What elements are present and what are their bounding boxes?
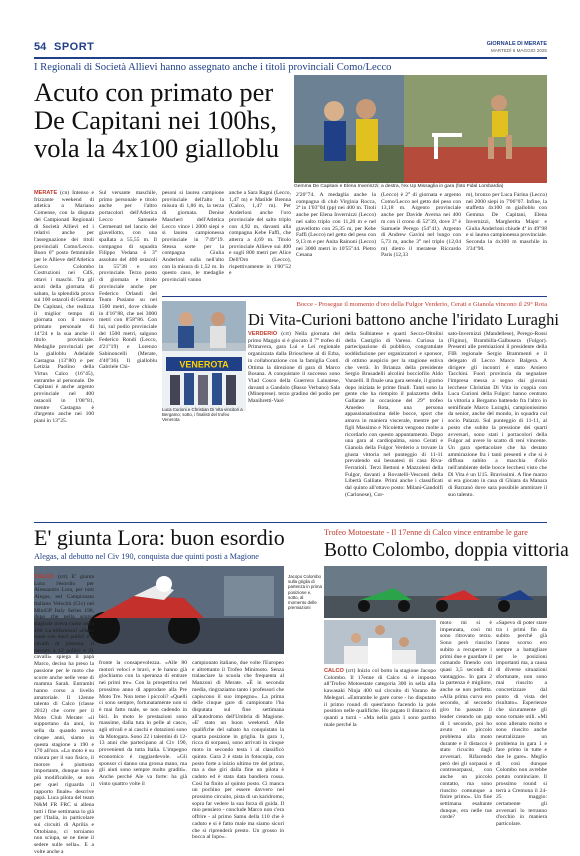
article-2-photo-caption: Luca Curioni e Christian Di Vita vincitori a Bergamo; sotto, i finalisti del trofeo Venerota xyxy=(162,407,243,422)
page-header xyxy=(34,41,547,55)
athletes-photo-illustration xyxy=(294,75,547,183)
article-3-text-1: (crt) E' giunta Lora l'esordio per Alessandro Lora, per tutti Alegas, nel Campionato Italiano Velocità (Civ) nel MiniGP Italy Series 190, dopo che nella scorsa stagione aveva corso nella 160. La differenza? «Dalle ruote con dieci pollici e 5 cavalli di potenza, il passato a 12 pollici e 21 cavalli» spiega il papà Marco, deciso ha preso la passione per le moto che scorre anche nelle vene di mamma Sarah. Entrambi hanno corso a livello amatoriale. Il 12enne talento di Calco (classe 2012) che corre per il Moto Club Merate: «il supportano da anni, in sella da quando aveva cinque anni, siamo in questa stagione a 190 e 170 all'ora. «La moto è su misura per il suo fisico, il motore è piuttosto importante, dunque non è più modificabile, se non per quel riguarda il rapporto finale» descrive papà. Luca pilota del team N&M FR FRC si allena tutti i fine settimana lo già per l'Italia, in particolare sui circuiti di Aprilia e Ottobiano, ci torniamo non sciupa, se ne tiene il sedere sulle sella». E a volte anche a xyxy=(34,574,94,855)
article-1-column-4 xyxy=(229,190,291,288)
article-2-overline: Bocce - Prosegue il momento d'oro della Fulgor Verderio, Cerati e Gianola vincono il 29° Rota xyxy=(296,301,547,308)
headline-line-1: Acuto con primato per xyxy=(34,77,274,107)
venerota-banner: VENEROTA xyxy=(179,359,229,370)
headline-line-3: vola la 4x100 gialloblu xyxy=(34,133,280,163)
article-1-text-6: (Lecco) è 2° di giornata e argento Como/Lecco nel getto del peso con 13,18 m. Argento provinciale anche per Davide Averna nei 400 m con il crono di 52"39, dove 3° è Samuele Perego (54"41). Argento di Andrew Gavini nel lungo con 5,73 m, anche 3° nel triplo (12,04 m) dietro il meratese Riccardo Paris (12,33 xyxy=(381,192,461,259)
article-2-text-2: della Sulbiatese e quarti Secco-Oltolini della Castiglio di Vareso. Curiosa la partecipazione di pubblico, congratulate soddisfazione per organizzatori e sponsor, di ottimo auspicio per la stagione estiva che verrà. In Brianza della presidente Sergio Brusadelli alcolini bocciofilo Aldo Vanzelli. Il finale una gara sereale, il giorno dopo iniziata le prime finali. Tanti sono la gente che ha riempito il palazzetto della Gallarate in occasione del 29° trofeo Amedeo Rota, una persona appassionatissima delle bocce, sport che amava in maniera viscerale, mentre per i figli Massimo e Nicoletta vengono molte a ricordarlo con questo appuntamento. Dopo una gara al cardiopalma, sono Cerati e Gianola della Fulgor Verderio a trovare la giusta vittoria nel punteggio di 11-11 prevalendo sui besnatesi di casa Riva-Ferrarioli. Terzi Bettoni e Mazzoleni della Fulgor, davanti a Rovatelli-Vesconti della Libertà Galliate. Primi anche i classificati dal quinto all'ottavo posto: Milani-Gandolfi (Carlonese), Cor- xyxy=(345,331,444,498)
header-rule xyxy=(34,57,547,59)
article-4-text-1: (crt) Inizio col botto la stagione Jacopo Colombo. Il 17enne di Calco si è imposto all'Trofeo Motoestate categoria 300 in sella alla kawasaki Ninja 400 sul circuito di Varano de Melegari. «Entrambe le gare corse - ho disputato il primo round di quest'anno facendo la pole position nelle qualifiche. Ho pagato il distacco di quanti a turni - «Ma nella gara 1 sono partito male perché la xyxy=(324,668,436,728)
article-4-text-2: moto mi si è impennata, così mi sono ritrovato terzo. Sono però riuscito subito a recuperare i primi due e guardare il comando finendo con quasi 3,5 secondi di vantaggio». In gara 2 la partenza è migliore, anche se non perfetta. «Alla prima curva ero secondo, al secondo giro ho passato il leader creando un gap di 1 secondo, poi ho avuto un piccolo problema alla moto durante e il distacco è stato ricucito dagli avversari. Rifacendo però dei gli sorpassi e controsorpassi, con anche un piccolo contatto, ma sono riuscito comunque a finire primo». Un fine settimana esaltante dunque, era nelle tue corde? xyxy=(440,620,492,821)
article-3-column-1 xyxy=(34,574,94,855)
article-4-kicker: CALCO xyxy=(324,668,344,674)
article-2-photo xyxy=(162,301,246,411)
article-2-headline: Di Vita-Curioni battono anche l'iridato Luraghi xyxy=(248,310,559,329)
bottom-section-rule xyxy=(34,522,547,523)
bocce-players-photo xyxy=(162,301,246,411)
article-4-column-1 xyxy=(324,668,436,806)
issue-date: MARTEDÌ 6 MAGGIO 2025 xyxy=(490,48,547,53)
article-3-headline: E' giunta Lora: buon esordio xyxy=(34,525,285,550)
article-1-text-3: pesoni si laurea campione provinciale dell'alto la misura di 1,86 m, la terza di giornata. Denise Mascheri dell'Atletica Lecco vince i 2000 siepi e si laurea campionessa provinciale in 7'49"19. Stessa sorte per la compagna Giulia Anderloni sulla nell'alto con la misura di 1,52 m. In questo caso, le medaglie provinciali vanno xyxy=(162,190,224,284)
article-1-text-2: Sul versante maschile, primo personale e titolo anche per l'altro portacolori dell'Atletica Lecco Samuele Cermenati nel lancio del giavellotto, con una spallata a 55,55 m. Il compagno di squadra Filippo Vedana è 3° assoluto del 400 ostacoli in 55"38 e oro provinciale. Terzo posto di giornata e titolo provinciale anche per Federico Orlandi del Team Pusiano su nei 1500 metri, dove chiude in 4'16"88, che nei 3000 metri con 8'58"86. Con lui, sul podio provinciale del 1500 metri, salgono Federico Rondi (Lecco, 4'21"19) e Lorenzo Sabinoncelli (Merate, 4'40"36). Il gialloblu Gabriele Chi- xyxy=(99,190,157,371)
article-3-subtitle: Alegas, al debutto nel Civ 190, conquista due quinti posti a Magione xyxy=(34,552,259,561)
article-2-kicker: VERDERIO xyxy=(248,331,278,337)
article-1-column-2b xyxy=(99,190,157,420)
article-1-text-1: (cn) Intenso e frizzante weekend di atletica a Mariano Comense, con la disputa dei Campionati Regionali di Società Allievi ed i relativi anche per l'assegnazione dei titoli provinciali Como/Lecco. Buon 6° posto femminile per le Allieve dell'Atletica Lecco Colombo Costruzioni nei CdS, ottavi i maschi. Tra gli acuti della giornata di sabato, la splendida prova sui 100 ostacoli di Gemma De Capitani, che realizza il miglior tempo di giornata con il nuovo primato personale di 14"24 e la sua anche il titolo provinciale. Medaglie provinciali per la gialloblu Adelaide Castagna (13"80) e per Letizia Paolino della Virtus Calco (16"45), entrambe al personale. De Capitani è anche argento provinciale nel 400 ostacoli in 1'08"81, mentre Castagna è d'argento anche nei 100 piani in 13"25. xyxy=(34,190,94,424)
article-2-text-1: (crt) Nella giornata del primo Maggio si è giocato il 7° trofeo di Primavera, gara Lui e Lei regionale organizzata dalla Brioschese al di Erba, in collaborazione con la famiglia Conti. Ottima la direzione di gara di Marco Bosana. A conquistare il successo sono Vlad Cosco della Guerrera Lainatese, davanti a Gandolo (Basso Verbano) Sala (Mineprese). terzo gradino del podio per Manibretti-Varé xyxy=(248,331,340,405)
article-2-column-2 xyxy=(345,331,443,517)
article-1-text-7: m), bronzo per Luca Farina (Lecco) nel 2000 siepi in 7'06"07. Infine, la staffetta 4x100 m gialloblu con Gemma De Capitani, Elena Invernizzi, Margherita Major e Giulia Anderlonì chiude 4ª in 49"98 e si laurea campionessa provinciale. Seconda la 4x100 m maschile in 3'34"90. xyxy=(466,192,547,252)
article-4-column-2 xyxy=(440,620,492,821)
article-2-text-3: sato-Invernizzi (Mandellese), Perego-Rossi (Figino), Brambilla-Galbusera (Fulgor). Presenti alle premiazioni il presidente della FIB regionale Sergio Brammenti e il delegato di Lecco Marco Balgera. A dirigere gli incontri è stato Arsiero Tacchini. Fuori provincia da segnalare l'impresa messa a segno dai giovani lecchese Christian Di Vita in coppia con Luca Curioni della Fulgor: hanno centrato la vittoria a Bergamo battendo fra l'altro in semifinale Marco Luraghi, campionissimo da senior, anche del mondo, in squadra col socio Palazzi. Sul punteggio di 11-11, al posto che subito la pressione dei quarti avversari, sono stati i portacolori della Fulgor ad avere lo scatto di reni vincente. Un gara spettacolare che ha destato ammirazione fra i tanti presenti e che si è diffusa subito a macchia d'olio nell'ambiente delle bocce lecchesi visto che Di Vita è un U15. Bravissimi. A fine marzo si era giocato in casa di Ghiara da Manara di Barzanò dove sara possibile ammirare il suo talento. xyxy=(448,331,547,498)
article-2-column-3 xyxy=(448,331,547,517)
article-1-column-7 xyxy=(466,192,547,288)
article-1-headline xyxy=(34,78,289,162)
article-4-photo-track xyxy=(324,566,547,618)
article-3-text-2: fronte la consapevolezza. «Alle 80 motori veloci e bravi, e le hanno già giochiamo con la speranza di entrare nei primi tre». Con la prospettiva nel prossimo anno di approdare alla Pre Moto Tre. Non teme i piccoli? «Quelli ci sono sempre, fortunatamente non si è mai fatto male, se non cadendo in bici. In moto le prestazioni sono massime, dalla tuta in pelle al casco, agli stivali e ai caschi e dotazioni sono da Motogara. Sono 22 i talentini di 12-13 anni che partecipano al Civ 190, provenienti da tutta Italia. L'impegno economico è raggiardevole. «Gli sponsor ci danno una grossa mano, ma gli aiuti sono sempre molto graditi». Anche perché Ale va forte: ha già vinto quattro volte il xyxy=(99,660,187,787)
section-label: SPORT xyxy=(54,41,95,53)
article-3-text-3: campionato italiano, due volte l'Europeo e altrettanto il Trofeo Minimoto. Senza tralasciare la scuola che frequenta al Manzoni di Merate. «È in seconda media, ringraziamo tanto i professori che capiscono il suo impegno». La prima delle cinque gare di campionato l'ha disputata sul fine settimana all'autodromo dell'Umbria di Magione. «E' stato un buon weekend. Alle qualifiche del sabato ha conquistato la quarta posizione in griglia. In gara 1, ricca di sorpassi, sono arrivati in cinque moto in secondo testa i al classificò quinto. Gara 2 è stata in fotocopia, con posto forte a inizio ultimo tre del primo, ma a due giri dalla fine un pilota è caduto ed è stata data bandiera rossa. Così ha finito al quinto posto. Ci manca un pochino per essere davvero nel prossimo circuito, pista di un karidromo, sopra far vedere la sua forza di guida. Il mio pensiero - conclude Marco non c'era offrire - al primo Samu della 110 che è caduto e si è fatto male ma siamo sicuri che si riprenderà presto. Un grosso in bocca al lupo». xyxy=(192,660,284,841)
article-1-text-4: anche a Sara Ragni (Lecco, 1,47 m) e Matilde Brenna (Calco, 1,47 m). Per Anderloni anche l'oro provinciale del salto triplo con 4,92 m, davanti alla compagna Kebe Faffi, che atterra a 4,69 m. Titolo provinciale Allieve sui 400 e sugli 800 metri per Alice Dell'Oro (Lecco), rispettivamente in 1'00"52 e xyxy=(229,190,291,277)
article-3-column-2 xyxy=(99,660,187,806)
article-3-column-3 xyxy=(192,660,284,841)
article-1-kicker: MERATE xyxy=(34,190,58,196)
race-start-grid-photo xyxy=(324,566,547,618)
article-3-kicker: CALCO xyxy=(34,574,54,580)
article-4-photo-podium xyxy=(324,620,436,664)
article-1-text-5: 2'20"74. A medaglia anche la compagna di club Virginia Rocca, 2ª in 1'03"04 (pp) nei 400 m. Titoli anche per Elena Invernizzi (Lecco) nel salto triplo con 11,20 m e nel giavellotto con 25,35 m, per Kebe Faffi (Lecco) nel getto del peso con 9,13 m e per Anita Rainoni (Lecco) nei 3000 metri in 10'55"44. Pietro Cesana xyxy=(296,192,376,259)
article-2-column-1 xyxy=(248,331,340,419)
article-1-column-5 xyxy=(296,192,376,288)
article-2-rule xyxy=(162,296,547,297)
article-1-photo-caption: Gemma De Capitani e Elena Inverinzzi; a destra, l'ex Up Missaglia in gara (foto Fidal Lombardia) xyxy=(294,184,504,189)
headline-line-2: De Capitani nei 100hs, xyxy=(34,105,277,135)
page-number: 54 xyxy=(34,41,47,53)
masthead: GIORNALE DI MERATE xyxy=(486,41,547,47)
article-4-text-3: «Sapevo di poter stare tra i primi fin da subito perché già l'anno scorso ero sempre a battagliare per le posizioni importanti ma, a causa di diverse situazioni sfortunate, non sono mai riuscito a concretizzare dal punto di vista del risultato». Esperienze che sicuramente gli sono tornate utili. «Mi sono allenato molto e sono riuscito anche neutralizzare un problema in gara 1 e fare primo in tutte e due le gare». Meglio di così dunque Colombo non avrebbe potuto cominciare. Il prossimo round si terrà a Cremona il 24-25 maggio: certamente gli avversari lo terranno d'occhio in maniera particolare. xyxy=(496,620,547,828)
article-1-column-3 xyxy=(162,190,224,288)
article-3-photo-caption: Jacopo Colombo sulla griglia di partenza in prima posizione e, sotto, al momento delle premiazioni xyxy=(288,574,322,611)
article-4-headline: Botto Colombo, doppia vittoria xyxy=(324,540,569,561)
article-1-column-1 xyxy=(34,190,94,424)
article-1-photo xyxy=(294,75,547,183)
article-1-column-6 xyxy=(381,192,461,288)
article-4-column-3 xyxy=(496,620,547,828)
article-1-overline: I Regionali di Società Allievi hanno assegnato anche i titoli provinciali Como/Lecco xyxy=(34,62,392,73)
podium-celebration-photo xyxy=(324,620,436,664)
article-4-overline: Trofeo Motoestate - Il 17enne di Calco vince entrambe le gare xyxy=(324,528,528,537)
